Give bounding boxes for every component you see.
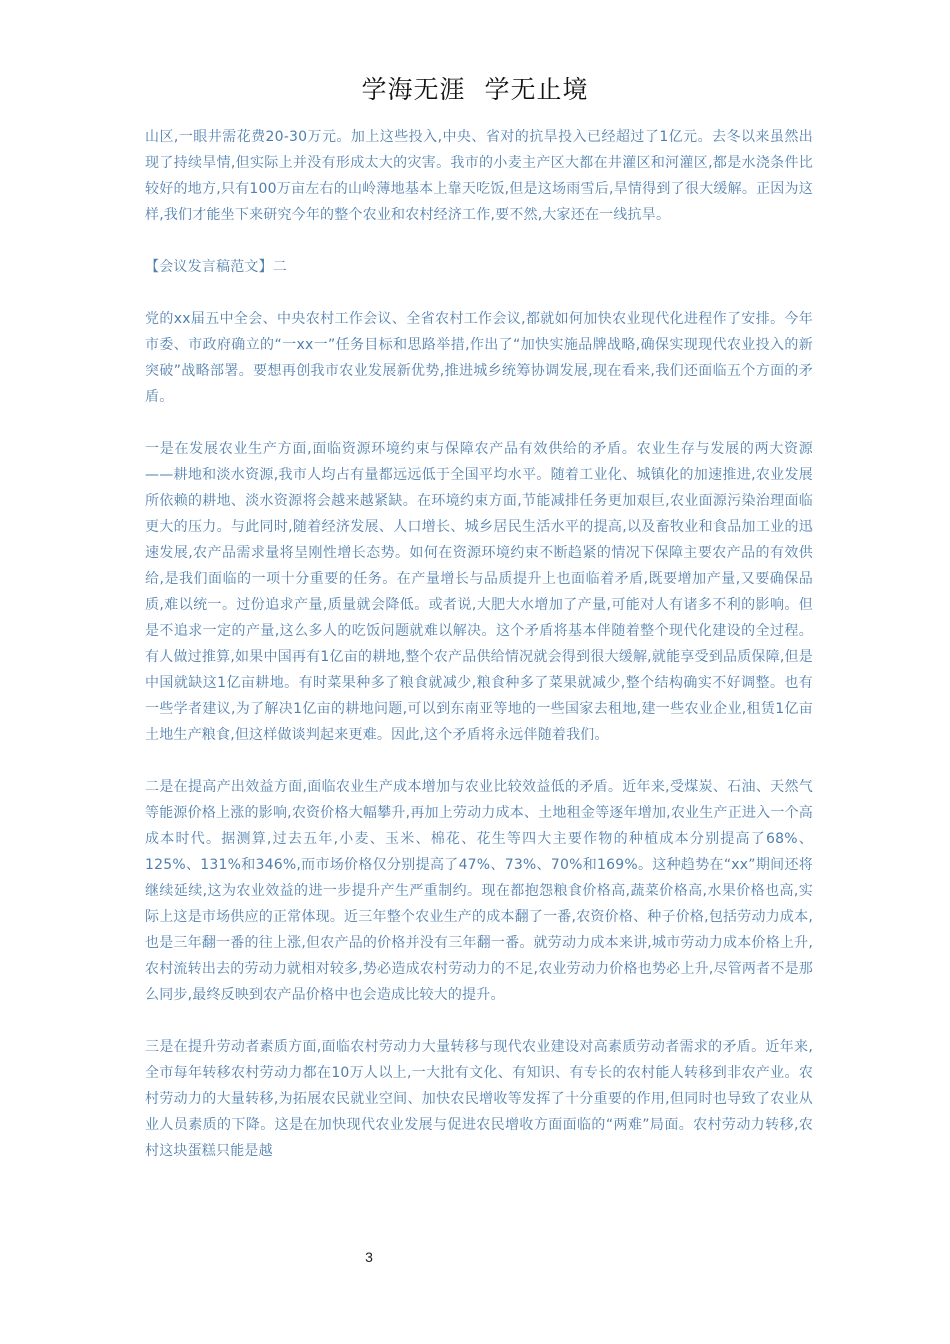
paragraph-4: 二是在提高产出效益方面,面临农业生产成本增加与农业比较效益低的矛盾。近年来,受煤炭、石油、天然气等能源价格上涨的影响,农资价格大幅攀升,再加上劳动力成本、土地租金等逐年增加,农业生产正进入一个高成本时代。据测算,过去五年,小麦、玉米、棉花、花生等四大主要作物的种植成本分别提高了68%、125%、131%和346%,而市场价格仅分别提高了47%、73%、70%和169%。这种趋势在“xx”期间还将继续延续,这为农业效益的进一步提升产生严重制约。现在都抱怨粮食价格高,蔬菜价格高,水果价格也高,实际上这是市场供应的正常体现。近三年整个农业生产的成本翻了一番,农资价格、种子价格,包括劳动力成本,也是三年翻一番的往上涨,但农产品的价格并没有三年翻一番。就劳动力成本来讲,城市劳动力成本价格上升,农村流转出去的劳动力就相对较多,势必造成农村劳动力的不足,农业劳动力价格也势必上升,尽管两者不是那么同步,最终反映到农产品价格中也会造成比较大的提升。: [145, 779, 813, 1003]
paragraph-1: 山区,一眼井需花费20-30万元。加上这些投入,中央、省对的抗旱投入已经超过了1亿元。去冬以来虽然出现了持续旱情,但实际上并没有形成太大的灾害。我市的小麦主产区大都在井灌区和河灌区,都是水浇条件比较好的地方,只有100万亩左右的山岭薄地基本上靠天吃饭,但是这场雨雪后,旱情得到了很大缓解。正因为这样,我们才能坐下来研究今年的整个农业和农村经济工作,要不然,大家还在一线抗旱。: [145, 129, 813, 223]
paragraph-2: 党的xx届五中全会、中央农村工作会议、全省农村工作会议,都就如何加快农业现代化进程作了安排。今年市委、市政府确立的“一xx一”任务目标和思路举措,作出了“加快实施品牌战略,确保实现现代农业投入的新突破”战略部署。要想再创我市农业发展新优势,推进城乡统筹协调发展,现在看来,我们还面临五个方面的矛盾。: [145, 311, 813, 405]
paragraph-3: 一是在发展农业生产方面,面临资源环境约束与保障农产品有效供给的矛盾。农业生存与发展的两大资源——耕地和淡水资源,我市人均占有量都远远低于全国平均水平。随着工业化、城镇化的加速推进,农业发展所依赖的耕地、淡水资源将会越来越紧缺。在环境约束方面,节能减排任务更加艰巨,农业面源污染治理面临更大的压力。与此同时,随着经济发展、人口增长、城乡居民生活水平的提高,以及畜牧业和食品加工业的迅速发展,农产品需求量将呈刚性增长态势。如何在资源环境约束不断趋紧的情况下保障主要农产品的有效供给,是我们面临的一项十分重要的任务。在产量增长与品质提升上也面临着矛盾,既要增加产量,又要确保品质,难以统一。过份追求产量,质量就会降低。或者说,大肥大水增加了产量,可能对人有诸多不利的影响。但是不追求一定的产量,这么多人的吃饭问题就难以解决。这个矛盾将基本伴随着整个现代化建设的全过程。有人做过推算,如果中国再有1亿亩的耕地,整个农产品供给情况就会得到很大缓解,就能享受到品质保障,但是中国就缺这1亿亩耕地。有时菜果种多了粮食就减少,粮食种多了菜果就减少,整个结构确实不好调整。也有一些学者建议,为了解决1亿亩的耕地问题,可以到东南亚等地的一些国家去租地,建一些农业企业,租赁1亿亩土地生产粮食,但这样做谈判起来更难。因此,这个矛盾将永远伴随着我们。: [145, 441, 813, 743]
page-number: 3: [365, 1249, 373, 1265]
paragraph-5: 三是在提升劳动者素质方面,面临农村劳动力大量转移与现代农业建设对高素质劳动者需求的矛盾。近年来,全市每年转移农村劳动力都在10万人以上,一大批有文化、有知识、有专长的农村能人转移到非农产业。农村劳动力的大量转移,为拓展农民就业空间、加快农民增收等发挥了十分重要的作用,但同时也导致了农业从业人员素质的下降。这是在加快现代农业发展与促进农民增收方面面临的“两难”局面。农村劳动力转移,农村这块蛋糕只能是越: [145, 1039, 813, 1159]
header-motto: 学海无涯 学无止境: [361, 75, 589, 104]
document-body: [145, 124, 813, 1190]
section-heading: 【会议发言稿范文】二: [145, 259, 287, 275]
